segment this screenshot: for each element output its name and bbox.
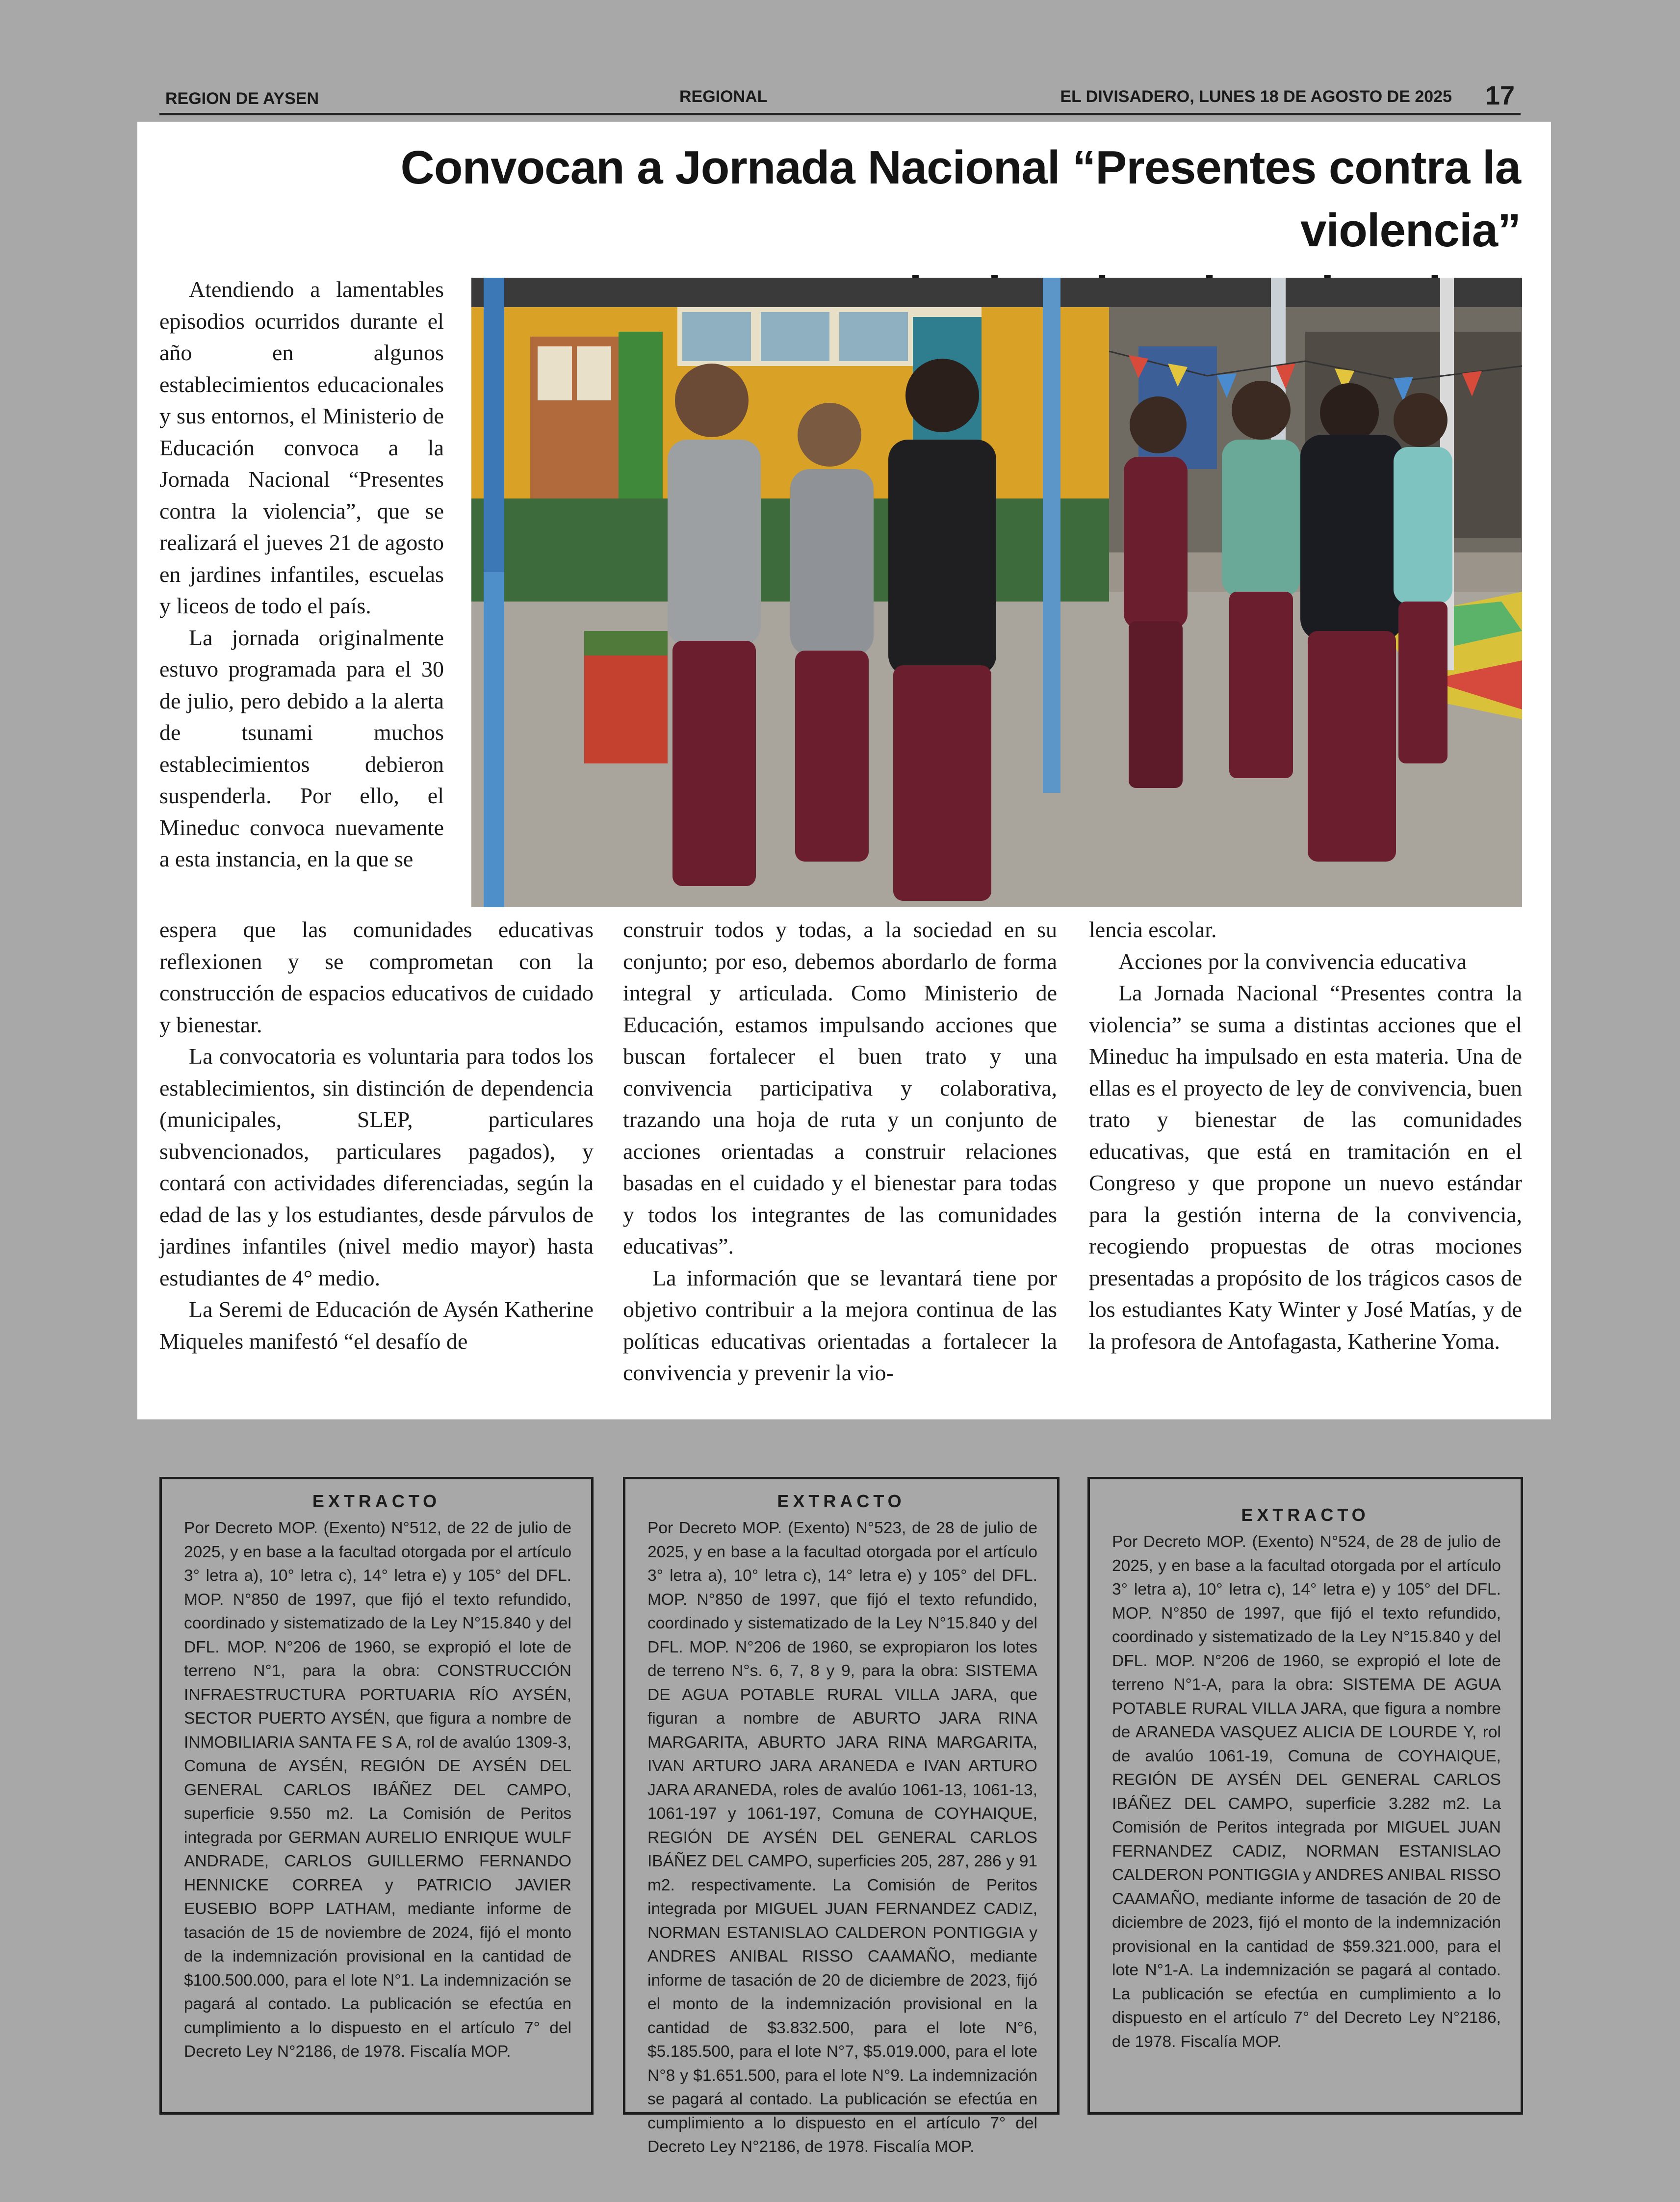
student-figure (668, 364, 761, 886)
student-figure (790, 403, 874, 862)
article-photo (471, 278, 1522, 907)
article-column-1 (159, 914, 594, 1405)
edition-date: EL DIVISADERO, LUNES 18 DE AGOSTO DE 2025 (1060, 87, 1452, 106)
legal-notice-box-1 (159, 1477, 594, 2115)
intro-column (159, 274, 444, 875)
notice-body: Por Decreto MOP. (Exento) N°524, de 28 de julio de 2025, y en base a la facultad otorgada por el artículo 3° letra a), 10° letra c), 14° letra e) y 105° del DFL. MOP. N°850 de 1997, que fijó el texto refundido, coordinado y sistematizado de la Ley N°15.840 y del DFL. MOP. N°206 de 1960, se expropió el lote de terreno N°1-A, para la obra: SISTEMA DE AGUA POTABLE RURAL VILLA JARA, que figura a nombre de ARANEDA VASQUEZ ALICIA DE LOURDE Y, rol de avalúo 1061-19, Comuna de COYHAIQUE, REGIÓN DE AYSÉN DEL GENERAL CARLOS IBÁÑEZ DEL CAMPO, superficie 3.282 m2. La Comisión de Peritos integrada por MIGUEL JUAN FERNANDEZ CADIZ, NORMAN ESTANISLAO CALDERON PONTIGGIA y ANDRES ANIBAL RISSO CAAMAÑO, mediante informe de tasación de 20 de diciembre de 2023, fijó el monto de la indemnización provisional en la cantidad de $59.321.000, para el lote N°1-A. La indemnización se pagará al contado. La publicación se efectúa en cumplimiento a lo dispuesto en el artículo 7° del Decreto Ley N°2186, de 1978. Fiscalía MOP. (1112, 1533, 1501, 2051)
legal-notice-box-2 (623, 1477, 1060, 2156)
paragraph: lencia escolar. (1089, 917, 1217, 942)
paragraph: La Jornada Nacional “Presentes contra la violencia” se suma a distintas acciones que el Mineduc ha impulsado en esta materia. Una de ellas es el proyecto de ley de convivencia, buen trato y bienestar de las comunidades educativas, que está en tramitación en el Congreso y que propone un nuevo estándar para la gestión interna de la convivencia, recogiendo propuestas de otras mociones presentadas a propósito de los trágicos casos de los estudiantes Katy Winter y José Matías, y de la profesora de Antofagasta, Katherine Yoma. (1089, 980, 1522, 1354)
paragraph: La información que se levantará tiene por objetivo contribuir a la mejora continua de las políticas educativas orientadas a fortalecer la convivencia y prevenir la vio- (623, 1265, 1057, 1385)
paragraph: La convocatoria es voluntaria para todos los establecimientos, sin distinción de dependencia (municipales, SLEP, particulares subvencionados, particulares pagados), y contará con actividades diferenciadas, según la edad de las y los estudiantes, desde párvulos de jardines infantiles (nivel medio mayor) hasta estudiantes de 4° medio. (159, 1044, 594, 1290)
intro-paragraph-1: Atendiendo a lamentables episodios ocurridos durante el año en algunos establecimientos educacionales y sus entornos, el Ministerio de Educación convoca a la Jornada Nacional “Presentes contra la violencia”, que se realizará el jueves 21 de agosto en jardines infantiles, escuelas y liceos de todo el país. (159, 277, 444, 618)
article (137, 122, 1551, 1419)
page-number: 17 (1485, 81, 1515, 110)
section-label: REGION DE AYSEN (165, 89, 319, 108)
paragraph: espera que las comunidades educativas reflexionen y se comprometan con la construcción de espacios educativos de cuidado y bienestar. (159, 917, 594, 1037)
article-column-3 (1089, 914, 1522, 1405)
subheading: Acciones por la convivencia educativa (1118, 948, 1467, 974)
student-figure (1394, 393, 1452, 763)
article-column-2 (623, 914, 1057, 1405)
category-label: REGIONAL (679, 87, 768, 106)
paragraph: construir todos y todas, a la sociedad en su conjunto; por eso, debemos abordarlo de forma integral y articulada. Como Ministerio de Educación, estamos impulsando acciones que buscan fortalecer el buen trato y una convivencia participativa y colaborativa, trazando una hoja de ruta y un conjunto de acciones orientadas a construir relaciones basadas en el cuidado y el bienestar para todas y todos los integrantes de las comunidades educativas”. (623, 917, 1057, 1258)
paragraph: La Seremi de Educación de Aysén Katherine Miqueles manifestó “el desafío de (159, 1297, 594, 1354)
legal-notice-box-3 (1087, 1477, 1523, 2115)
notice-title: EXTRACTO (777, 1491, 905, 1511)
notice-title: EXTRACTO (312, 1491, 441, 1511)
headline-line-1: Convocan a Jornada Nacional “Presentes contra la violencia” (400, 141, 1521, 257)
notice-body: Por Decreto MOP. (Exento) N°523, de 28 de julio de 2025, y en base a la facultad otorgada por el artículo 3° letra a), 10° letra c), 14° letra e) y 105° del DFL. MOP. N°850 de 1997, que fijó el texto refundido, coordinado y sistematizado de la Ley N°15.840 y del DFL. MOP. N°206 de 1960, se expropiaron los lotes de terreno N°s. 6, 7, 8 y 9, para la obra: SISTEMA DE AGUA POTABLE RURAL VILLA JARA, que figuran a nombre de ABURTO JARA RINA MARGARITA, ABURTO JARA RINA MARGARITA, IVAN ARTURO JARA ARANEDA e IVAN ARTURO JARA ARANEDA, roles de avalúo 1061-13, 1061-13, 1061-197 y 1061-197, Comuna de COYHAIQUE, REGIÓN DE AYSÉN DEL GENERAL CARLOS IBÁÑEZ DEL CAMPO, superficies 205, 287, 286 y 91 m2. respectivamente. La Comisión de Peritos integrada por MIGUEL JUAN FERNANDEZ CADIZ, NORMAN ESTANISLAO CALDERON PONTIGGIA y ANDRES ANIBAL RISSO CAAMAÑO, mediante informe de tasación de 20 de diciembre de 2023, fijó el monto de la indemnización provisional en la cantidad de $3.832.500, para el lote N°6, $5.185.500, para el lote N°7, $5.019.000, para el lote N°8 y $1.651.500, para el lote N°9. La indemnización se pagará al contado. La publicación se efectúa en cumplimiento a lo dispuesto en el artículo 7° del Decreto Ley N°2186, de 1978. Fiscalía MOP. (647, 1519, 1037, 2156)
notice-body: Por Decreto MOP. (Exento) N°512, de 22 de julio de 2025, y en base a la facultad otorgada por el artículo 3° letra a), 10° letra c), 14° letra e) y 105° del DFL. MOP. N°850 de 1997, que fijó el texto refundido, coordinado y sistematizado de la Ley N°15.840 y del DFL. MOP. N°206 de 1960, se expropió el lote de terreno N°1, para la obra: CONSTRUCCIÓN INFRAESTRUCTURA PORTUARIA RÍO AYSÉN, SECTOR PUERTO AYSÉN, que figura a nombre de INMOBILIARIA SANTA FE S A, rol de avalúo 1309-3, Comuna de AYSÉN, REGIÓN DE AYSÉN DEL GENERAL CARLOS IBÁÑEZ DEL CAMPO, superficie 9.550 m2. La Comisión de Peritos integrada por GERMAN AURELIO ENRIQUE WULF ANDRADE, CARLOS GUILLERMO FERNANDO HENNICKE CORREA y PATRICIO JAVIER EUSEBIO BOPP LATHAM, mediante informe de tasación de 15 de noviembre de 2024, fijó el monto de la indemnización provisional en la cantidad de $100.500.000, para el lote N°1. La indemnización se pagará al contado. La publicación se efectúa en cumplimiento a lo dispuesto en el artículo 7° del Decreto Ley N°2186, de 1978. Fiscalía MOP. (184, 1519, 571, 2061)
student-figure (1300, 383, 1403, 862)
notice-title: EXTRACTO (1241, 1505, 1370, 1525)
page-header (159, 81, 1521, 115)
students-photo-illustration (471, 278, 1522, 907)
student-figure (888, 359, 996, 901)
intro-paragraph-2: La jornada originalmente estuvo programada para el 30 de julio, pero debido a la alerta de tsunami muchos establecimientos debieron suspenderla. Por ello, el Mineduc convoca nuevamente a esta instancia, en la que se (159, 625, 444, 871)
